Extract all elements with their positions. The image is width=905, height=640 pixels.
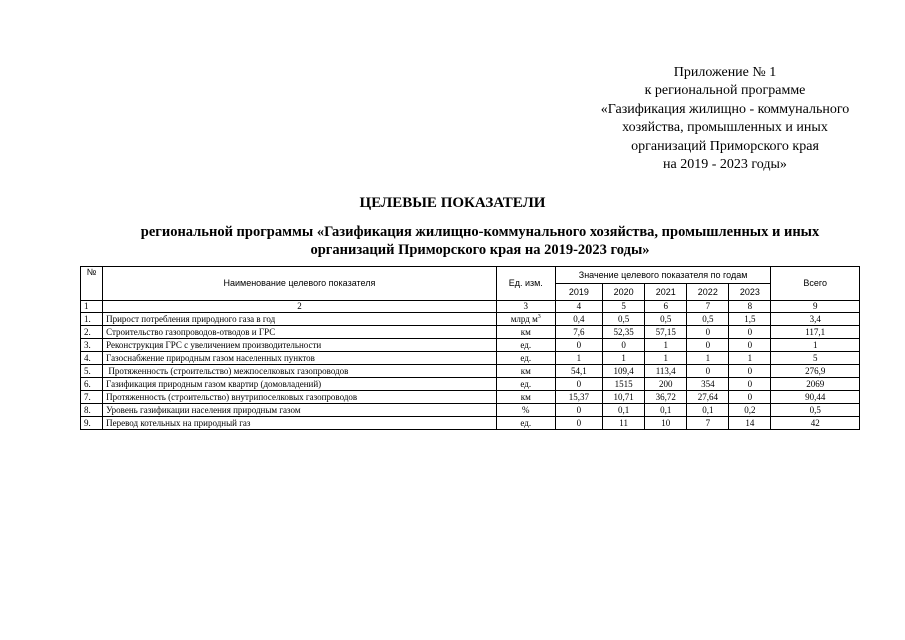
year-value: 0 [687, 365, 729, 378]
year-value: 1 [729, 352, 771, 365]
annex-line: Приложение № 1 [673, 65, 777, 80]
annex-line: к региональной программе [644, 83, 806, 99]
subtitle-line-1: региональной программы «Газификация жилищно-коммунального хозяйства, промышленных и иных [140, 224, 820, 240]
year-value: 109,4 [603, 365, 645, 378]
annex-line: организаций Приморского края [631, 138, 819, 154]
column-number: 8 [729, 301, 771, 313]
indicator-name: Протяженность (строительство) межпоселковых газопроводов [103, 365, 497, 378]
unit-cell [496, 326, 555, 339]
total-value: 117,1 [771, 326, 860, 339]
column-number: 1 [81, 301, 103, 313]
year-value: 10,71 [603, 391, 645, 404]
unit-text: ед. [520, 352, 532, 363]
total-value: 3,4 [771, 313, 860, 326]
unit-cell [496, 339, 555, 352]
column-number: 7 [687, 301, 729, 313]
year-value: 0,1 [603, 404, 645, 417]
header-name: Наименование целевого показателя [103, 267, 497, 301]
year-value: 1 [555, 352, 602, 365]
row-number: 1. [81, 313, 103, 326]
year-value: 1 [687, 352, 729, 365]
table-row [81, 339, 860, 352]
indicators-table [80, 266, 860, 430]
column-number-row [81, 301, 860, 313]
table-row [81, 313, 860, 326]
year-value: 0 [555, 417, 602, 430]
year-value: 27,64 [687, 391, 729, 404]
row-number: 3. [81, 339, 103, 352]
unit-superscript: 3 [537, 313, 541, 320]
table-row [81, 326, 860, 339]
column-number: 5 [603, 301, 645, 313]
row-number: 4. [81, 352, 103, 365]
year-value: 0 [729, 339, 771, 352]
year-value: 54,1 [555, 365, 602, 378]
indicator-name: Газоснабжение природным газом населенных пунктов [103, 352, 497, 365]
unit-cell [496, 417, 555, 430]
indicator-name: Уровень газификации населения природным газом [103, 404, 497, 417]
year-value: 7 [687, 417, 729, 430]
unit-cell [496, 352, 555, 365]
year-value: 0 [729, 326, 771, 339]
unit-text: ед. [520, 417, 532, 428]
indicator-name: Газификация природным газом квартир (домовладений) [103, 378, 497, 391]
year-value: 1,5 [729, 313, 771, 326]
indicator-name: Протяженность (строительство) внутрипоселковых газопроводов [103, 391, 497, 404]
unit-text: ед. [520, 339, 532, 350]
header-total: Всего [771, 267, 860, 301]
year-value: 0 [555, 339, 602, 352]
year-value: 1 [603, 352, 645, 365]
year-value: 0 [729, 391, 771, 404]
annex-header [575, 64, 875, 174]
row-number: 6. [81, 378, 103, 391]
total-value: 0,5 [771, 404, 860, 417]
total-value: 276,9 [771, 365, 860, 378]
year-value: 0,2 [729, 404, 771, 417]
unit-cell [496, 378, 555, 391]
annex-line: хозяйства, промышленных и иных [622, 120, 828, 136]
year-value: 57,15 [645, 326, 687, 339]
annex-line: «Газификация жилищно - коммунального [600, 101, 850, 117]
year-value: 0 [555, 404, 602, 417]
year-value: 15,37 [555, 391, 602, 404]
year-value: 1 [645, 339, 687, 352]
unit-text: км [520, 391, 531, 402]
total-value: 5 [771, 352, 860, 365]
subtitle-line-2: организаций Приморского края на 2019-2023 годы» [310, 242, 650, 258]
year-value: 52,35 [603, 326, 645, 339]
row-number: 8. [81, 404, 103, 417]
column-number: 9 [771, 301, 860, 313]
year-value: 0,4 [555, 313, 602, 326]
unit-cell [496, 365, 555, 378]
year-value: 0 [729, 365, 771, 378]
year-value: 10 [645, 417, 687, 430]
year-value: 113,4 [645, 365, 687, 378]
table-row [81, 365, 860, 378]
row-number: 9. [81, 417, 103, 430]
year-value: 14 [729, 417, 771, 430]
unit-cell [496, 391, 555, 404]
year-value: 0,1 [645, 404, 687, 417]
year-value: 354 [687, 378, 729, 391]
annex-line: на 2019 - 2023 годы» [663, 157, 787, 173]
unit-text: млрд м [510, 313, 538, 324]
year-value: 1 [645, 352, 687, 365]
year-value: 0 [687, 339, 729, 352]
header-no: № [81, 267, 103, 301]
document-subtitle [90, 223, 870, 259]
row-number: 2. [81, 326, 103, 339]
indicator-name: Реконструкция ГРС с увеличением производительности [103, 339, 497, 352]
column-number: 3 [496, 301, 555, 313]
header-year: 2020 [603, 284, 645, 301]
total-value: 42 [771, 417, 860, 430]
header-unit: Ед. изм. [496, 267, 555, 301]
year-value: 7,6 [555, 326, 602, 339]
row-number: 7. [81, 391, 103, 404]
total-value: 1 [771, 339, 860, 352]
total-value: 2069 [771, 378, 860, 391]
year-value: 36,72 [645, 391, 687, 404]
table-row [81, 404, 860, 417]
column-number: 4 [555, 301, 602, 313]
year-value: 0,5 [645, 313, 687, 326]
indicator-name: Прирост потребления природного газа в год [103, 313, 497, 326]
indicator-name: Перевод котельных на природный газ [103, 417, 497, 430]
year-value: 11 [603, 417, 645, 430]
column-number: 2 [103, 301, 497, 313]
year-value: 1515 [603, 378, 645, 391]
table-row [81, 391, 860, 404]
header-row-1 [81, 267, 860, 284]
year-value: 200 [645, 378, 687, 391]
table-row [81, 352, 860, 365]
table-row [81, 378, 860, 391]
table-row [81, 417, 860, 430]
unit-text: км [520, 326, 531, 337]
header-year: 2021 [645, 284, 687, 301]
unit-text: ед. [520, 378, 532, 389]
year-value: 0,5 [687, 313, 729, 326]
year-value: 0 [729, 378, 771, 391]
year-value: 0 [603, 339, 645, 352]
unit-cell [496, 404, 555, 417]
year-value: 0,1 [687, 404, 729, 417]
row-number: 5. [81, 365, 103, 378]
year-value: 0 [687, 326, 729, 339]
unit-cell [496, 313, 555, 326]
header-year: 2023 [729, 284, 771, 301]
year-value: 0,5 [603, 313, 645, 326]
indicator-name: Строительство газопроводов-отводов и ГРС [103, 326, 497, 339]
header-year: 2022 [687, 284, 729, 301]
column-number: 6 [645, 301, 687, 313]
header-values-group: Значение целевого показателя по годам [555, 267, 771, 284]
unit-text: км [520, 365, 531, 376]
unit-text: % [522, 404, 530, 415]
total-value: 90,44 [771, 391, 860, 404]
header-year: 2019 [555, 284, 602, 301]
year-value: 0 [555, 378, 602, 391]
document-title: ЦЕЛЕВЫЕ ПОКАЗАТЕЛИ [359, 195, 546, 211]
